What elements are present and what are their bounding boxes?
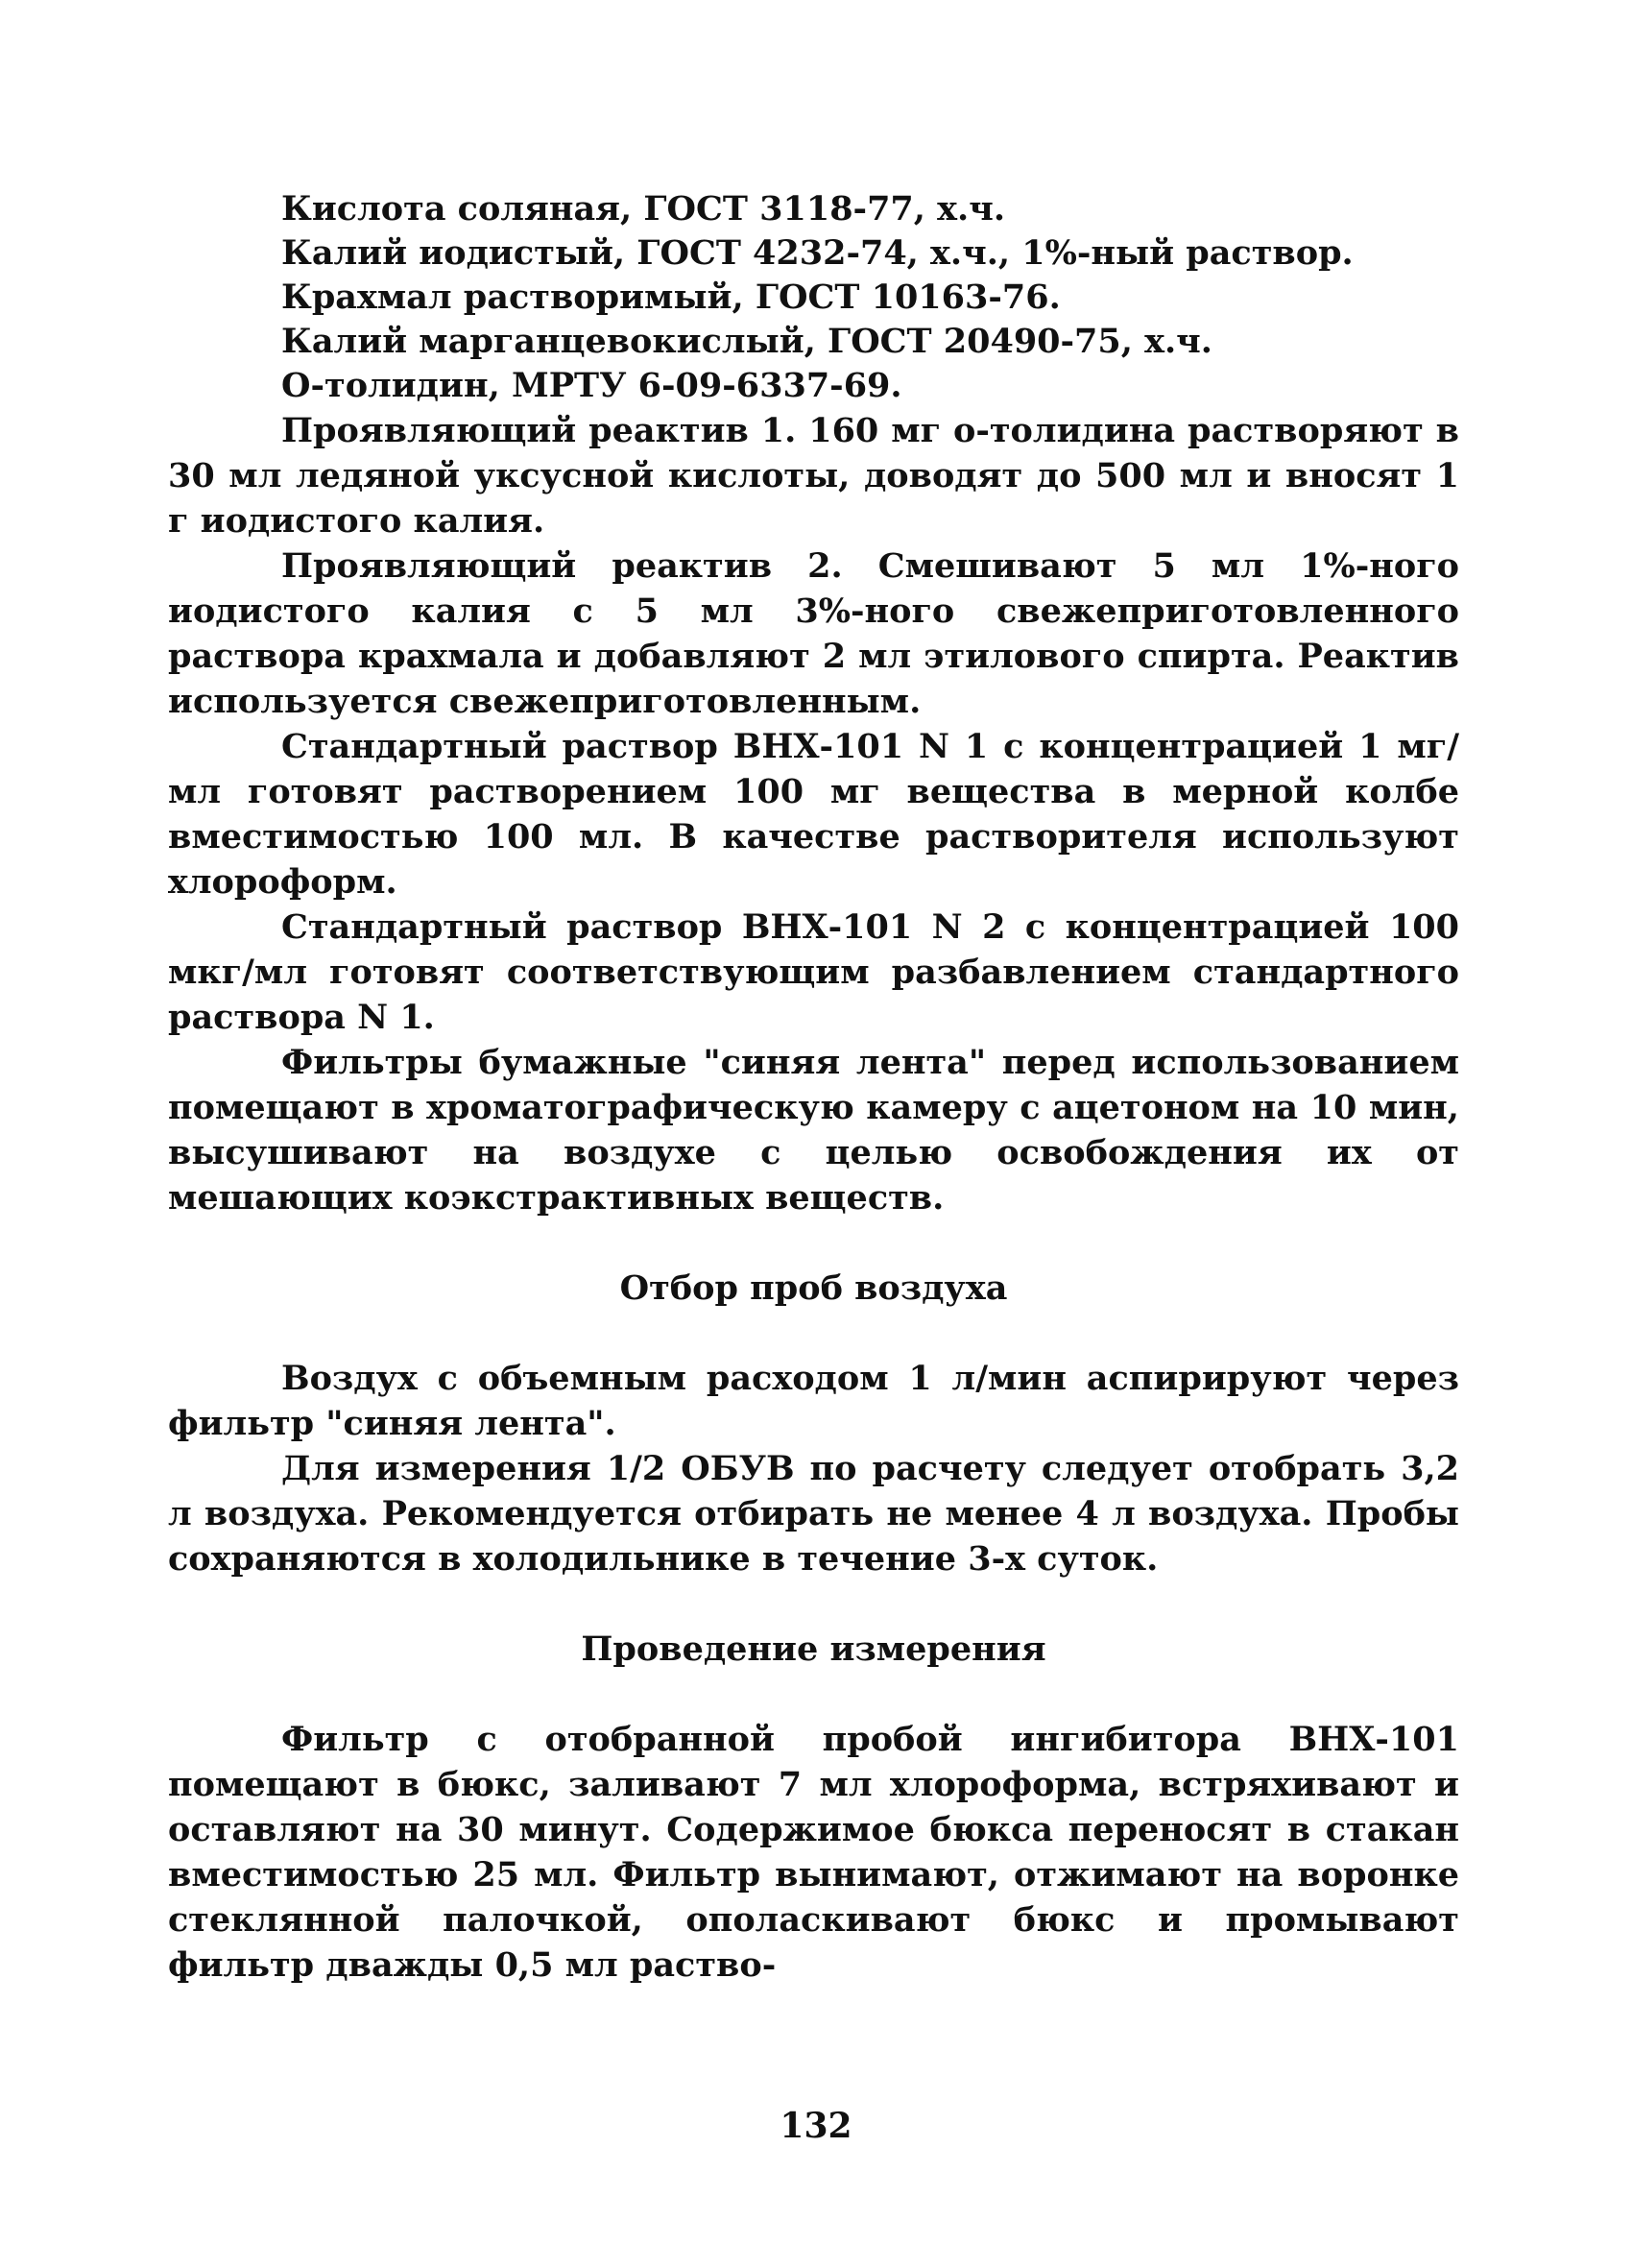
paragraph-reagent-2: Проявляющий реактив 2. Смешивают 5 мл 1%-ного иодистого калия с 5 мл 3%-ного свежеприготовленного раствора крахмала и добавляют 2 мл этилового спирта. Реактив используется свежеприготовленным. <box>168 546 1459 721</box>
paragraph-measurement-1: Фильтр с отобранной пробой ингибитора ВНХ-101 помещают в бюкс, заливают 7 мл хлороформа, встряхивают и оставляют на 30 минут. Содержимое бюкса переносят в стакан вместимостью 25 мл. Фильтр вынимают, отжимают на воронке стеклянной палочкой, ополаскивают бюкс и промывают фильтр дважды 0,5 мл раство- <box>168 1720 1459 1985</box>
reagent-item: Кислота соляная, ГОСТ 3118-77, х.ч. <box>281 189 1006 229</box>
reagent-list <box>168 187 1459 408</box>
reagent-item: Крахмал растворимый, ГОСТ 10163-76. <box>281 277 1061 317</box>
paragraph-filters: Фильтры бумажные "синяя лента" перед использованием помещают в хроматографическую камеру с ацетоном на 10 мин, высушивают на воздухе с целью освобождения их от мешающих коэкстрактивных веществ. <box>168 1043 1459 1218</box>
paragraph-sampling-2: Для измерения 1/2 ОБУВ по расчету следует отобрать 3,2 л воздуха. Рекомендуется отбирать не менее 4 л воздуха. Пробы сохраняются в холодильнике в течение 3-х суток. <box>168 1449 1459 1579</box>
paragraph-standard-solution-1: Стандартный раствор ВНХ-101 N 1 с концентрацией 1 мг/мл готовят растворением 100 мг вещества в мерной колбе вместимостью 100 мл. В качестве растворителя используют хлороформ. <box>168 727 1459 902</box>
reagent-item: Калий иодистый, ГОСТ 4232-74, х.ч., 1%-ный раствор. <box>281 233 1354 273</box>
section-heading-sampling: Отбор проб воздуха <box>619 1268 1008 1308</box>
paragraph-standard-solution-2: Стандартный раствор ВНХ-101 N 2 с концентрацией 100 мкг/мл готовят соответствующим разбавлением стандартного раствора N 1. <box>168 907 1459 1037</box>
reagent-item: Калий марганцевокислый, ГОСТ 20490-75, х.ч. <box>281 322 1212 361</box>
section-heading-measurement: Проведение измерения <box>581 1629 1046 1669</box>
page-number: 132 <box>780 2106 852 2146</box>
paragraph-reagent-1: Проявляющий реактив 1. 160 мг о-толидина растворяют в 30 мл ледяной уксусной кислоты, доводят до 500 мл и вносят 1 г иодистого калия. <box>168 411 1459 541</box>
page-body <box>168 187 1459 1988</box>
paragraph-sampling-1: Воздух с объемным расходом 1 л/мин аспирируют через фильтр "синяя лента". <box>168 1359 1459 1443</box>
reagent-item: О-толидин, МРТУ 6-09-6337-69. <box>281 366 902 405</box>
